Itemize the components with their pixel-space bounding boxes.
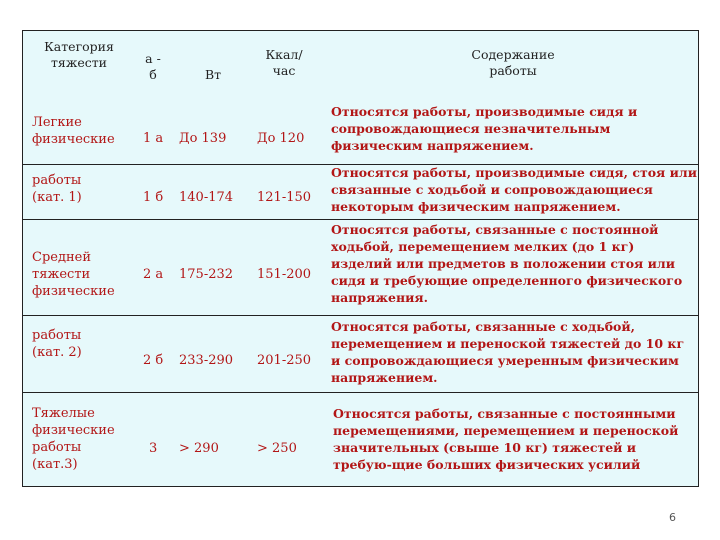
row-description: Относятся работы, связанные с постоянной ходьбой, перемещением мелких (до 1 кг) изделий или предметов в положении стоя или сидя и требующие определенного физического напряжения. [331, 222, 683, 305]
row-kcal: 151-200 [257, 267, 312, 282]
header-category: Категория тяжести [44, 39, 114, 70]
row-kcal: До 120 [257, 131, 305, 146]
row-category: Тяжелые физические работы (кат.3) [32, 406, 115, 472]
row-category: Легкие физические [32, 115, 115, 147]
header-subcategory: а - б [145, 51, 161, 82]
row-category: Средней тяжести физические [32, 250, 115, 299]
row-watts: До 139 [179, 131, 227, 146]
row-sub: 1 а [143, 131, 164, 146]
row-divider [23, 219, 698, 220]
row-sub: 2 а [143, 267, 164, 282]
work-category-table [22, 30, 699, 487]
row-sub: 3 [149, 441, 158, 456]
header-content: Содержание работы [471, 47, 555, 78]
row-divider [23, 392, 698, 393]
row-watts: 233-290 [179, 353, 234, 368]
row-sub: 1 б [143, 190, 164, 205]
row-description: Относятся работы, производимые сидя и сопровождающиеся незначительным физическим напряжением. [331, 104, 638, 153]
row-divider [23, 315, 698, 316]
row-kcal: > 250 [257, 441, 297, 456]
row-sub: 2 б [143, 353, 164, 368]
row-category: работы (кат. 1) [32, 173, 82, 205]
row-category: работы (кат. 2) [32, 328, 82, 360]
header-kcal: Ккал/ час [265, 47, 303, 78]
row-description: Относятся работы, производимые сидя, стоя или связанные с ходьбой и сопровождающиеся некоторым физическим напряжением. [331, 165, 697, 214]
row-description: Относятся работы, связанные с постоянными перемещениями, перемещением и переноской значительных (свыше 10 кг) тяжестей и требую-щие больших физических усилий [333, 406, 679, 472]
header-watts: Вт [204, 67, 222, 82]
row-watts: 175-232 [179, 267, 234, 282]
row-watts: 140-174 [179, 190, 234, 205]
row-kcal: 121-150 [257, 190, 312, 205]
row-kcal: 201-250 [257, 353, 312, 368]
page-number: 6 [669, 511, 676, 524]
row-watts: > 290 [179, 441, 219, 456]
row-description: Относятся работы, связанные с ходьбой, перемещением и переноской тяжестей до 10 кг и сопровождающиеся умеренным физическим напряжением. [331, 319, 685, 385]
